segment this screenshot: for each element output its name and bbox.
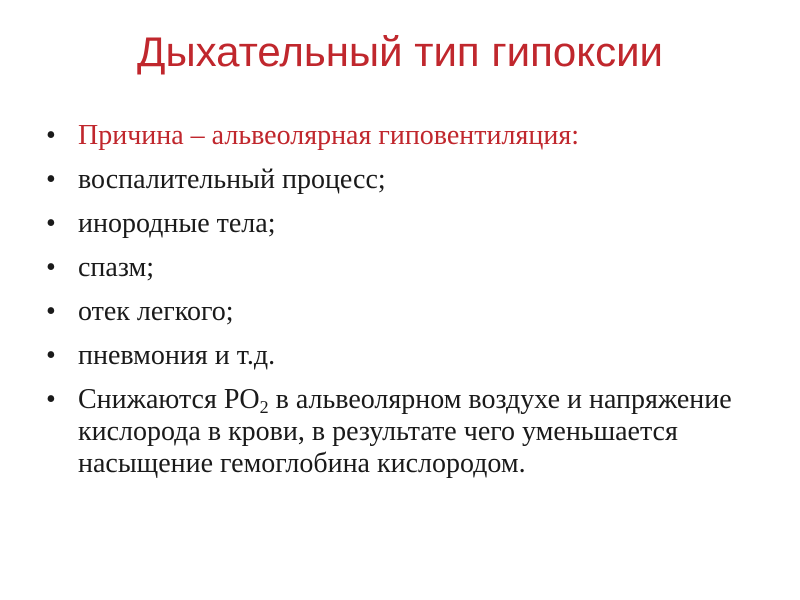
bullet-text-part-2: в альвеолярном воздухе и напряжение кислорода в крови, в результате чего уменьшается насыщение гемоглобина кислородом.: [78, 384, 732, 479]
bullet-item-pneumonia: [44, 340, 734, 372]
bullet-text: Причина – альвеолярная гиповентиляция:: [78, 120, 579, 151]
bullet-item-foreign-bodies: [44, 208, 734, 240]
bullet-text-part-1: Снижаются PO: [78, 384, 260, 415]
bullet-list: [44, 120, 734, 492]
bullet-dot-icon: •: [46, 120, 56, 151]
bullet-item-lung-edema: [44, 296, 734, 328]
bullet-item-cause: [44, 120, 734, 152]
bullet-dot-icon: •: [46, 384, 56, 415]
bullet-text: инородные тела;: [78, 208, 276, 239]
bullet-text: спазм;: [78, 252, 155, 283]
bullet-text: пневмония и т.д.: [78, 340, 276, 371]
bullet-dot-icon: •: [46, 340, 56, 371]
bullet-item-consequence: [44, 384, 734, 480]
bullet-item-spasm: [44, 252, 734, 284]
bullet-dot-icon: •: [46, 164, 56, 195]
bullet-dot-icon: •: [46, 252, 56, 283]
bullet-dot-icon: •: [46, 296, 56, 327]
slide-title: Дыхательный тип гипоксии: [137, 28, 663, 75]
bullet-dot-icon: •: [46, 208, 56, 239]
subscript-2: 2: [259, 397, 269, 417]
bullet-item-inflammation: [44, 164, 734, 196]
bullet-text: воспалительный процесс;: [78, 164, 386, 195]
bullet-text: отек легкого;: [78, 296, 234, 327]
